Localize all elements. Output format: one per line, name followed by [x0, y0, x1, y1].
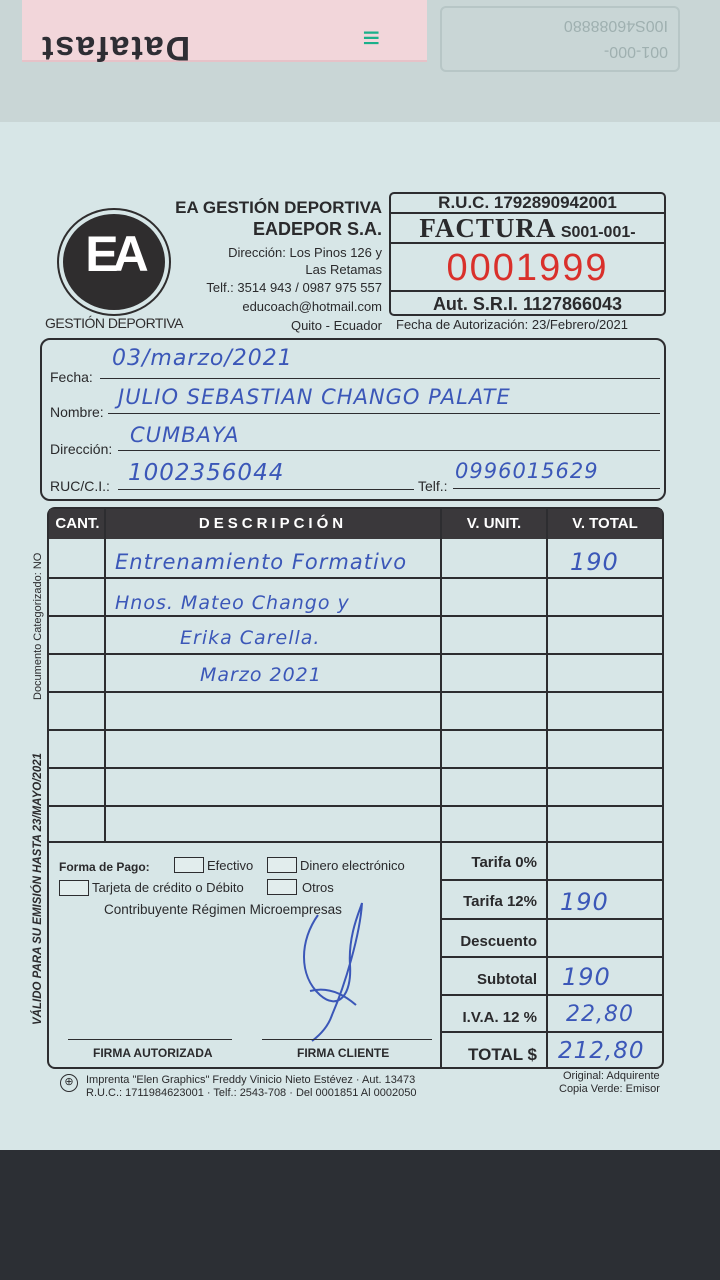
subtotal-label: Subtotal [477, 971, 537, 988]
printer-logo-icon: ⊕ [60, 1074, 78, 1092]
invoice-title [389, 214, 666, 242]
nombre-label: Nombre: [50, 404, 104, 420]
copy-green: Copia Verde: Emisor [559, 1083, 660, 1095]
firma-cliente-label: FIRMA CLIENTE [297, 1046, 390, 1060]
description-line: Marzo 2021 [200, 664, 322, 686]
telf-label: Telf.: [418, 478, 448, 494]
telf-value: 0996015629 [455, 459, 599, 483]
line-total-value: 190 [570, 548, 619, 576]
row-line [49, 615, 662, 617]
description-line: Hnos. Mateo Chango y [115, 592, 350, 614]
datafast-mark-icon: ≡ [362, 21, 380, 54]
row-line [49, 653, 662, 655]
copy-original: Original: Adquirente [563, 1070, 660, 1082]
ruc-line [118, 489, 414, 490]
efectivo-label: Efectivo [207, 858, 254, 873]
nombre-line [108, 413, 660, 414]
client-signature-line [262, 1039, 432, 1040]
mirror-line: I00S46088880 [563, 17, 668, 34]
authorized-signature-line [68, 1039, 232, 1040]
regimen-text: Contribuyente Régimen Microempresas [104, 902, 342, 917]
total-value: 212,80 [558, 1038, 645, 1064]
row-line [49, 767, 662, 769]
header-descripcion: DESCRIPCIÓN [198, 515, 348, 532]
invoice-number: 0001999 [389, 242, 666, 292]
row-line [49, 577, 662, 579]
row-line [49, 805, 662, 807]
row-line [49, 691, 662, 693]
legal-name: EADEPOR S.A. [252, 219, 382, 239]
direccion-value: CUMBAYA [130, 423, 240, 447]
totals-line [440, 956, 662, 958]
ruc-label: RUC/C.I.: [50, 478, 110, 494]
header-cant: CANT. [55, 515, 100, 532]
otros-label: Otros [302, 880, 334, 895]
ruc: R.U.C. 1792890942001 [389, 192, 666, 214]
row-line [49, 729, 662, 731]
totals-line [440, 918, 662, 920]
descuento-label: Descuento [460, 933, 537, 950]
sri-authorization: Aut. S.R.I. 1127866043 [432, 294, 623, 314]
totals-line [440, 879, 662, 881]
tarifa12-label: Tarifa 12% [463, 893, 537, 910]
telf-line [453, 488, 660, 489]
authorization-date: Fecha de Autorización: 23/Febrero/2021 [396, 317, 628, 332]
iva-value: 22,80 [566, 1002, 634, 1027]
phones: Telf.: 3514 943 / 0987 975 557 [206, 280, 382, 295]
col-divider [546, 509, 548, 1067]
address-line: Dirección: Los Pinos 126 y [228, 245, 382, 260]
description-line: Entrenamiento Formativo [115, 550, 408, 574]
printer-ruc: R.U.C.: 1711984623001 · Telf.: 2543-708 · Del 0001851 Al 0002050 [86, 1087, 417, 1099]
totals-line [440, 1031, 662, 1033]
city: Quito - Ecuador [290, 318, 382, 333]
client-signature [290, 895, 380, 1045]
table-surface [0, 1150, 720, 1280]
tarjeta-label: Tarjeta de crédito o Débito [92, 880, 244, 895]
validez-note: VÁLIDO PARA SU EMISIÓN HASTA 23/MAYO/2021 [32, 752, 44, 1025]
subtotal-value: 190 [562, 963, 611, 991]
fecha-value: 03/marzo/2021 [112, 346, 293, 371]
dinero-electronico-label: Dinero electrónico [300, 858, 405, 873]
logo-initials: EA [85, 226, 143, 282]
factura-label: FACTURA [419, 213, 557, 243]
documento-categorizado-note: Documento Categorizado: NO [32, 552, 44, 700]
otros-checkbox [267, 879, 297, 895]
col-divider [440, 509, 442, 1067]
email: educoach@hotmail.com [242, 299, 382, 314]
tarifa0-label: Tarifa 0% [471, 854, 537, 871]
dinero-electronico-checkbox [267, 857, 297, 873]
tarifa12-value: 190 [560, 888, 609, 916]
ruc-value: 1002356044 [128, 460, 285, 486]
series: S001-001- [560, 224, 636, 241]
firma-autorizada-label: FIRMA AUTORIZADA [93, 1046, 213, 1060]
logo-caption: GESTIÓN DEPORTIVA [45, 315, 184, 331]
payment-label: Forma de Pago: [59, 860, 150, 874]
direccion-label: Dirección: [50, 441, 113, 457]
efectivo-checkbox [174, 857, 204, 873]
description-line: Erika Carella. [180, 627, 321, 649]
tarjeta-checkbox [59, 880, 89, 896]
fecha-line [100, 378, 660, 379]
col-divider [104, 509, 106, 843]
total-label: TOTAL $ [468, 1045, 537, 1064]
iva-label: I.V.A. 12 % [462, 1009, 537, 1026]
fecha-label: Fecha: [50, 369, 93, 385]
company-name: EA GESTIÓN DEPORTIVA [175, 198, 382, 217]
datafast-logo: Datafast [40, 29, 191, 67]
header-v-unit: V. UNIT. [466, 515, 522, 532]
header-v-total: V. TOTAL [572, 515, 638, 532]
mirrored-invoice-box [440, 6, 680, 72]
mirror-line: 001-000- [603, 43, 668, 60]
direccion-line [118, 450, 660, 451]
totals-line [440, 994, 662, 996]
row-line [49, 841, 662, 843]
address-line: Las Retamas [305, 262, 382, 277]
nombre-value: JULIO SEBASTIAN CHANGO PALATE [118, 385, 511, 409]
printer-info: Imprenta "Elen Graphics" Freddy Vinicio Nieto Estévez · Aut. 13473 [86, 1074, 416, 1086]
